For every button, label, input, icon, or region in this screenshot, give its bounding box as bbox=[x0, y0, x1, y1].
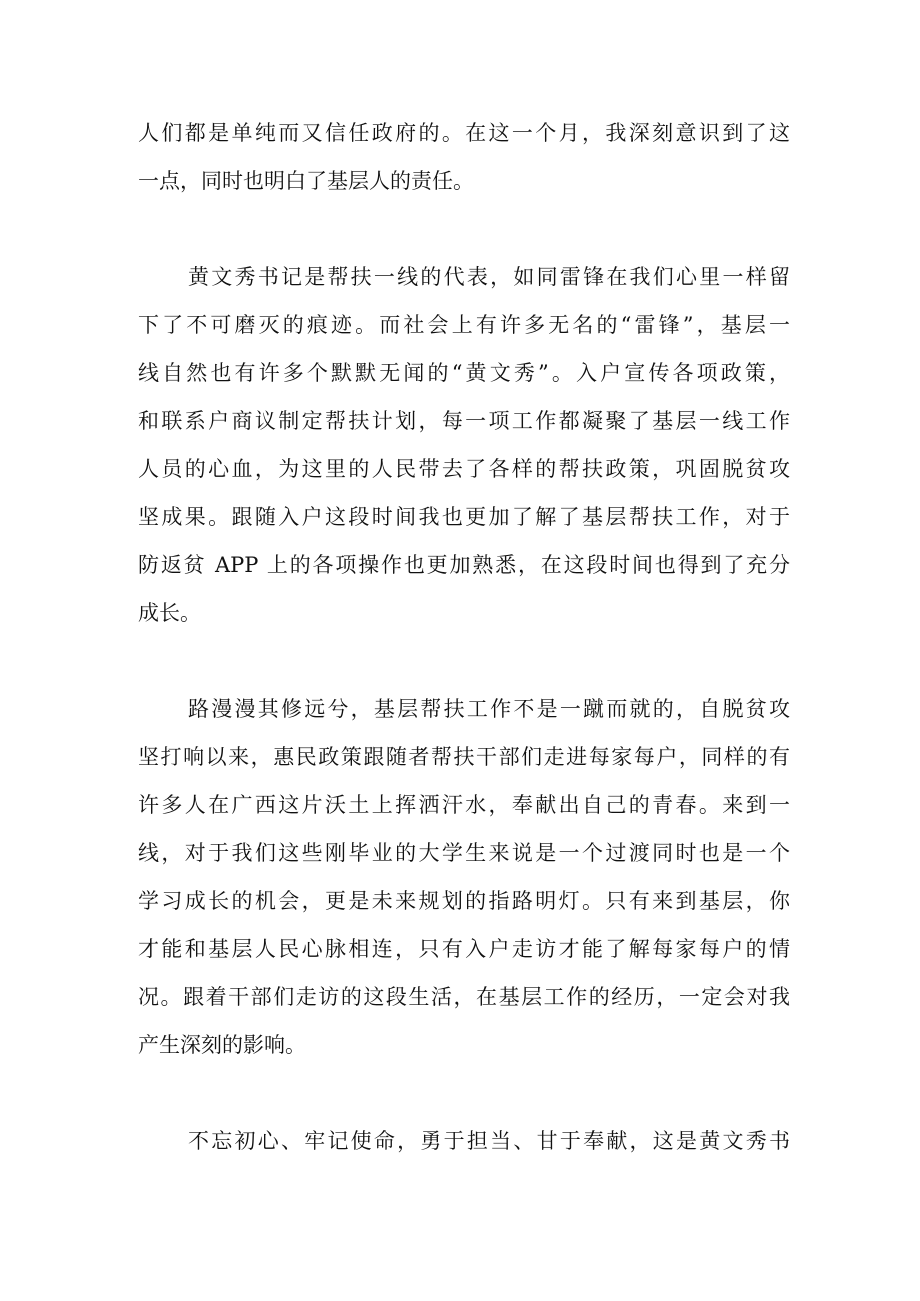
text-line: 学习成长的机会，更是未来规划的指路明灯。只有来到基层，你 bbox=[138, 889, 790, 913]
text-line: 黄文秀书记是帮扶一线的代表，如同雷锋在我们心里一样留 bbox=[188, 265, 790, 289]
text-line: 和联系户商议制定帮扶计划，每一项工作都凝聚了基层一线工作 bbox=[138, 409, 790, 433]
text-line: 线，对于我们这些刚毕业的大学生来说是一个过渡同时也是一个 bbox=[138, 841, 790, 865]
text-line: 坚打响以来，惠民政策跟随者帮扶干部们走进每家每户，同样的有 bbox=[138, 745, 790, 769]
text-line: 线自然也有许多个默默无闻的“黄文秀”。入户宣传各项政策， bbox=[138, 361, 790, 385]
text-line: 人们都是单纯而又信任政府的。在这一个月，我深刻意识到了这 bbox=[138, 121, 790, 145]
text-line: 况。跟着干部们走访的这段生活，在基层工作的经历，一定会对我 bbox=[138, 985, 790, 1009]
text-line: 产生深刻的影响。 bbox=[138, 1033, 306, 1057]
text-line: 人员的心血，为这里的人民带去了各样的帮扶政策，巩固脱贫攻 bbox=[138, 457, 790, 481]
text-line: 不忘初心、牢记使命，勇于担当、甘于奉献，这是黄文秀书 bbox=[188, 1129, 790, 1153]
text-line: 路漫漫其修远兮，基层帮扶工作不是一蹴而就的，自脱贫攻 bbox=[188, 697, 790, 721]
text-line: 下了不可磨灭的痕迹。而社会上有许多无名的“雷锋”，基层一 bbox=[138, 313, 790, 337]
text-line: 成长。 bbox=[138, 601, 201, 625]
text-line: 一点，同时也明白了基层人的责任。 bbox=[138, 169, 474, 193]
text-line: 才能和基层人民心脉相连，只有入户走访才能了解每家每户的情 bbox=[138, 937, 790, 961]
text-line: 坚成果。跟随入户这段时间我也更加了解了基层帮扶工作，对于 bbox=[138, 505, 790, 529]
text-line: 许多人在广西这片沃土上挥洒汗水，奉献出自己的青春。来到一 bbox=[138, 793, 790, 817]
text-line: 防返贫 APP 上的各项操作也更加熟悉，在这段时间也得到了充分 bbox=[138, 553, 790, 577]
